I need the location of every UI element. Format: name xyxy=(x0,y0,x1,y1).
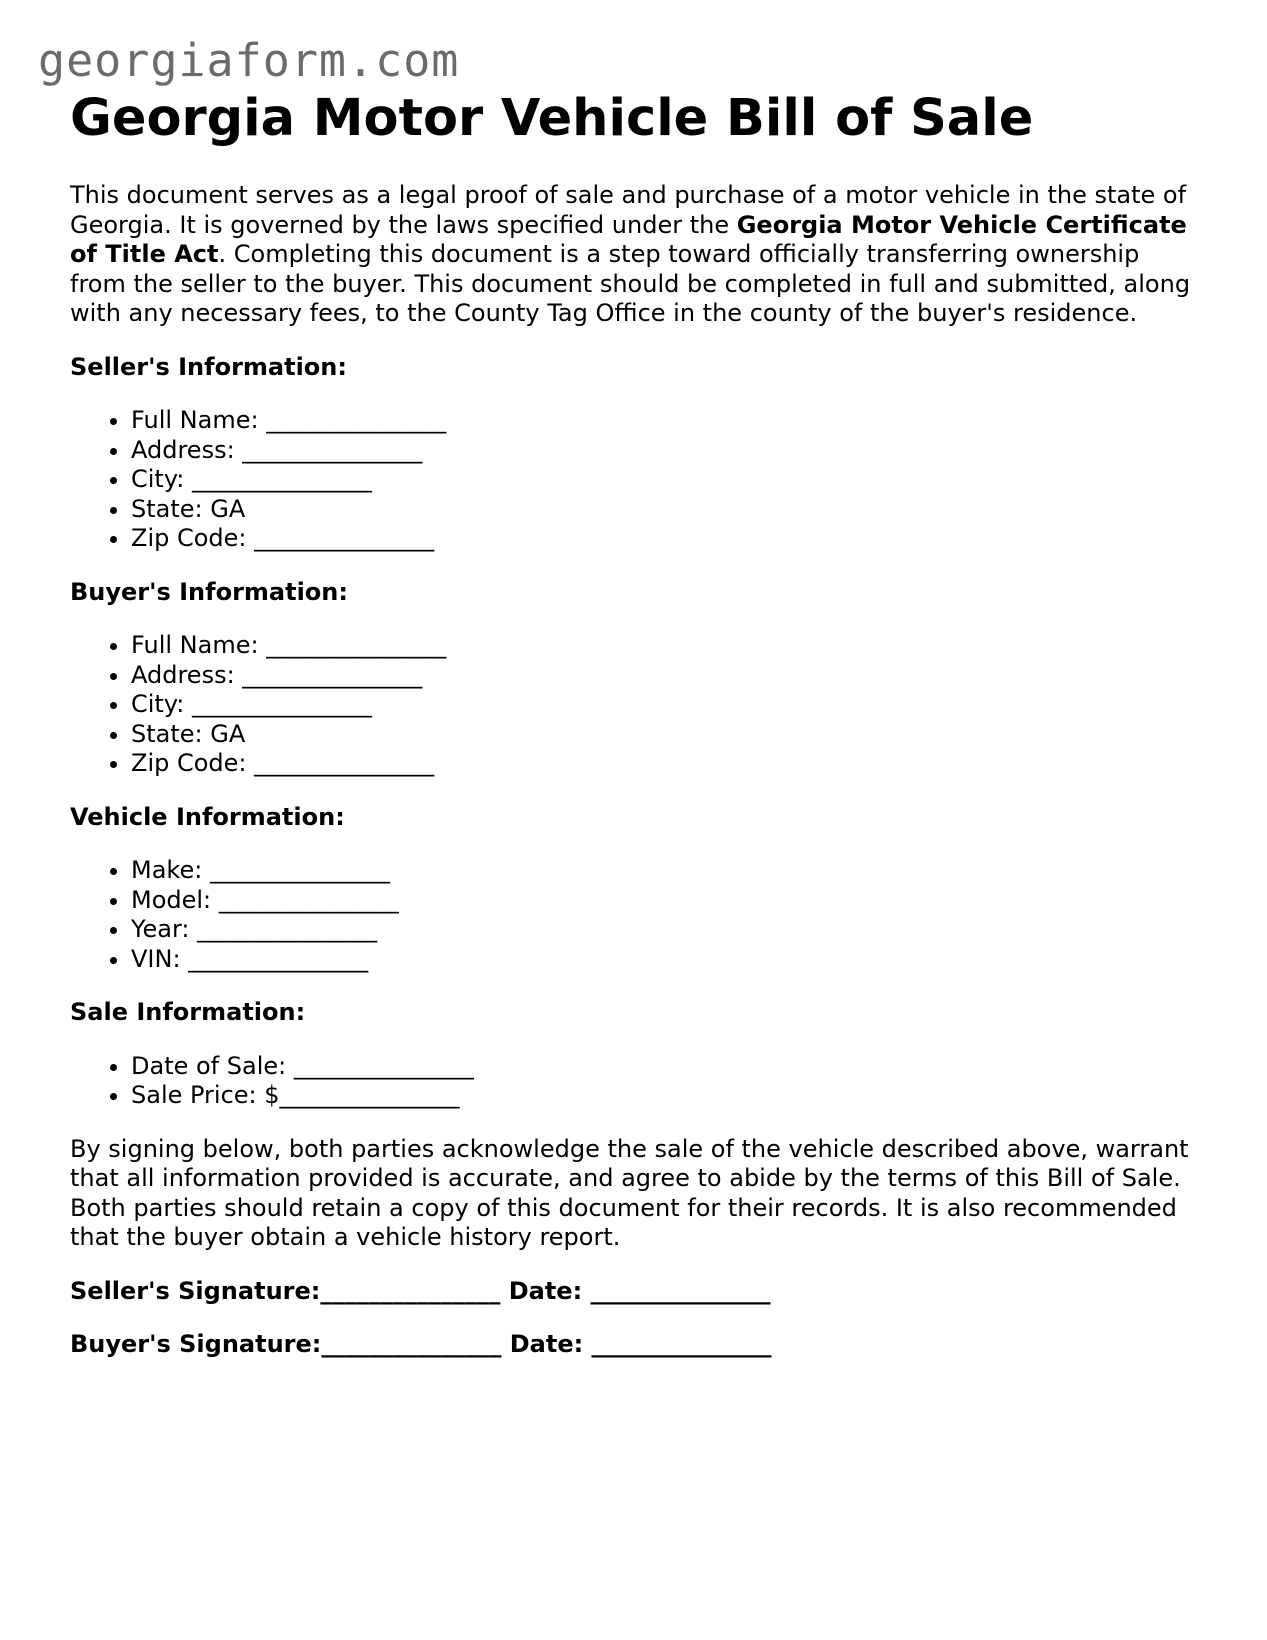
buyer-state-field: • State: GA xyxy=(131,720,1200,750)
intro-paragraph xyxy=(70,181,1200,329)
document-body xyxy=(70,181,1200,1384)
buyer-address-field: • Address: _______________ xyxy=(131,661,1200,691)
vehicle-make-field: • Make: _______________ xyxy=(131,856,1200,886)
sale-date-field: • Date of Sale: _______________ xyxy=(131,1052,1200,1082)
seller-section-heading: Seller's Information: xyxy=(70,352,347,381)
seller-city-field: • City: _______________ xyxy=(131,465,1200,495)
vehicle-section-heading: Vehicle Information: xyxy=(70,802,345,831)
buyer-section-heading: Buyer's Information: xyxy=(70,577,348,606)
vehicle-year-field: • Year: _______________ xyxy=(131,915,1200,945)
seller-info-list xyxy=(70,406,1200,554)
vehicle-vin-field: • VIN: _______________ xyxy=(131,945,1200,975)
site-watermark: georgiaform.com xyxy=(38,34,460,87)
vehicle-model-field: • Model: _______________ xyxy=(131,886,1200,916)
seller-full-name-field: • Full Name: _______________ xyxy=(131,406,1200,436)
intro-text-start: This document serves as a legal proof of sale and purchase of a motor vehicle in the state of Georgia. It is governed by the laws specified under the xyxy=(70,181,1187,239)
seller-zip-field: • Zip Code: _______________ xyxy=(131,524,1200,554)
sale-price-field: • Sale Price: $_______________ xyxy=(131,1081,1200,1111)
vehicle-info-list xyxy=(70,856,1200,974)
sale-section-heading: Sale Information: xyxy=(70,998,306,1026)
buyer-signature-line: Buyer's Signature:_______________ Date: _______________ xyxy=(70,1330,772,1358)
buyer-info-list xyxy=(70,631,1200,779)
act-name: Georgia Motor Vehicle Certificate of Title Act xyxy=(70,210,1187,268)
acknowledgement-paragraph: By signing below, both parties acknowledge the sale of the vehicle described above, warrant that all information provided is accurate, and agree to abide by the terms of this Bill of Sale. Both parties should retain a copy of this document for their records. It is also recommended that the buyer obtain a vehicle history report. xyxy=(70,1134,1189,1251)
buyer-zip-field: • Zip Code: _______________ xyxy=(131,749,1200,779)
seller-state-field: • State: GA xyxy=(131,495,1200,525)
page-title: Georgia Motor Vehicle Bill of Sale xyxy=(70,89,1034,148)
buyer-city-field: • City: _______________ xyxy=(131,690,1200,720)
seller-address-field: • Address: _______________ xyxy=(131,436,1200,466)
intro-text-end: . Completing this document is a step toward officially transferring ownership from the seller to the buyer. This document should be completed in full and submitted, along with any necessary fees, to the County Tag Office in the county of the buyer's residence. xyxy=(70,240,1191,327)
seller-signature-line: Seller's Signature:_______________ Date: _______________ xyxy=(70,1276,771,1305)
buyer-full-name-field: • Full Name: _______________ xyxy=(131,631,1200,661)
sale-info-list xyxy=(70,1052,1200,1111)
